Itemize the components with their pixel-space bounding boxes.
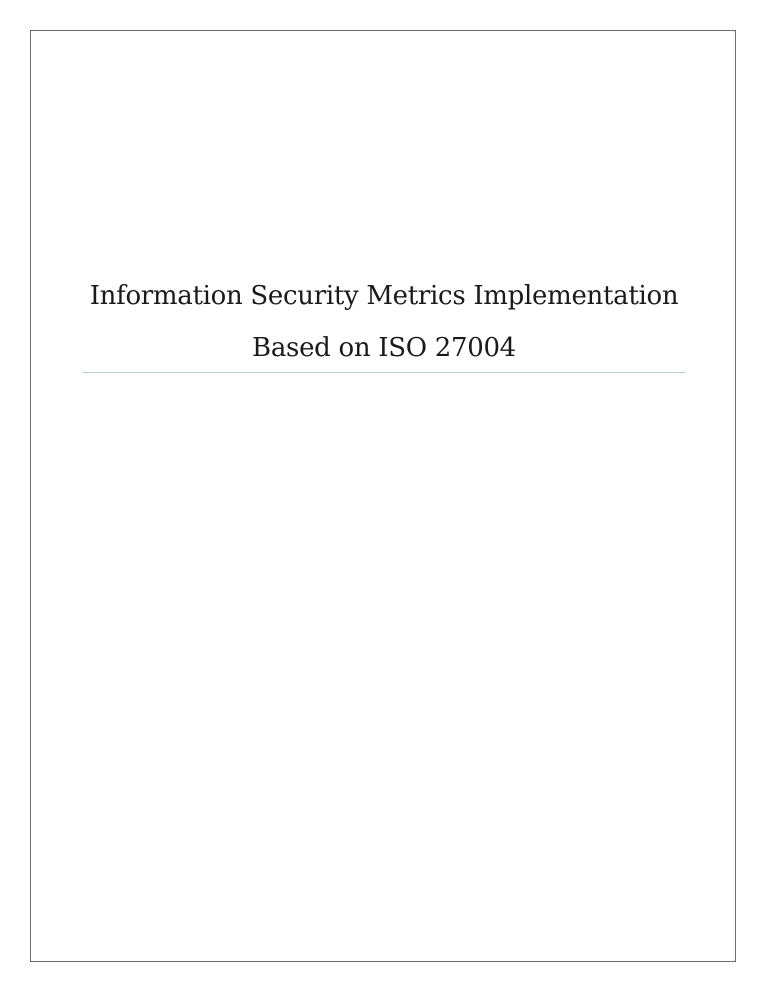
title-divider — [83, 372, 685, 373]
title-line-2: Based on ISO 27004 — [252, 333, 516, 363]
document-title — [83, 270, 685, 374]
page-border — [30, 30, 736, 962]
title-line-1: Information Security Metrics Implementation — [89, 281, 679, 311]
